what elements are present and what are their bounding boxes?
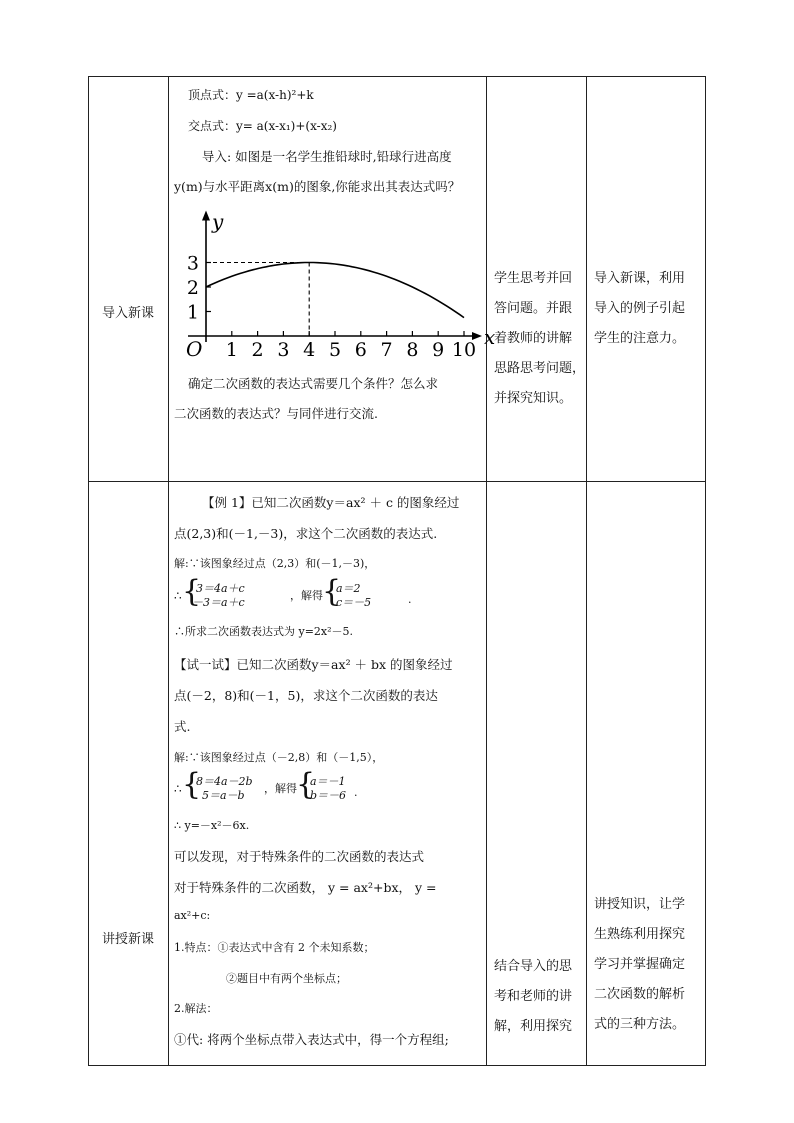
system-eq: 8＝4a－2b <box>196 775 253 788</box>
table-border-right <box>705 76 706 1066</box>
table-border-left <box>88 76 89 1066</box>
system-eq: 3＝4a＋c <box>196 582 245 595</box>
y-axis-label: y <box>212 209 224 234</box>
solve-text: ，解得 <box>264 782 297 795</box>
origin-label: O <box>186 337 203 361</box>
student-line: 解，利用探究 <box>494 1019 573 1034</box>
system-brace: { <box>182 767 202 802</box>
student-line: 考和老师的讲 <box>494 989 573 1004</box>
method-1: ①代: 将两个坐标点带入表达式中，得一个方程组; <box>174 1032 449 1047</box>
intent-line: 学生的注意力。 <box>594 331 686 346</box>
intent-line: 导入的例子引起 <box>594 301 686 316</box>
special-case-1: 对于特殊条件的二次函数， y = ax²+bx， y = <box>174 880 437 895</box>
x-tick-label: 3 <box>277 339 290 361</box>
x-tick-label: 8 <box>406 339 419 361</box>
system-result: b＝－6 <box>310 789 347 802</box>
system-brace: { <box>322 574 342 609</box>
system-eq: －3＝a＋c <box>192 596 245 609</box>
student-line: 结合导入的思 <box>494 959 573 974</box>
parabola-chart <box>186 206 496 364</box>
table-col-divider <box>168 76 169 1066</box>
x-axis-label: x <box>484 325 496 349</box>
question-text-2: 二次函数的表达式？与同伴进行交流. <box>174 406 378 421</box>
system-result: c＝－5 <box>336 596 372 609</box>
special-case-2: ax²+c: <box>174 909 211 922</box>
try-line2: 点(－2，8)和(－1，5)，求这个二次函数的表达 <box>174 688 438 703</box>
system-brace: { <box>182 574 202 609</box>
method-title: 2.解法： <box>174 1002 218 1015</box>
therefore-symbol: ∴ <box>174 589 182 603</box>
student-activity-teaching <box>494 952 586 1042</box>
example1-solution: 解:∵该图象经过点（2,3）和(－1,－3)， <box>174 557 376 570</box>
feature-2: ②题目中有两个坐标点； <box>226 972 347 985</box>
y-tick-label: 1 <box>186 301 199 324</box>
design-intent-intro <box>594 264 704 354</box>
try-answer: ∴ y=－x²－6x. <box>174 819 250 832</box>
student-line: 思路思考问题， <box>494 361 586 376</box>
student-line: 答问题。并跟 <box>494 301 573 316</box>
try-solution: 解:∵该图象经过点（－2,8）和（－1,5）， <box>174 751 384 764</box>
table-col-divider <box>486 76 487 1066</box>
intent-line: 导入新课，利用 <box>594 271 686 286</box>
x-tick-label: 7 <box>380 339 393 361</box>
y-tick-label: 3 <box>186 252 199 275</box>
example1-line2: 点(2,3)和(－1,－3)，求这个二次函数的表达式. <box>174 526 438 541</box>
x-tick-label: 9 <box>432 339 445 361</box>
student-line: 学生思考并回 <box>494 271 573 286</box>
design-intent-teaching <box>594 890 704 1040</box>
intro-text-2: y(m)与水平距离x(m)的图象,你能求出其表达式吗？ <box>174 179 461 194</box>
student-line: 并探究知识。 <box>494 391 573 406</box>
x-tick-label: 1 <box>225 339 238 361</box>
try-title: 【试一试】已知二次函数y＝ax² ＋ bx 的图象经过 <box>174 657 453 672</box>
solve-text: ，解得 <box>290 589 323 602</box>
vertex-form: 顶点式：y =a(x-h)²+k <box>188 88 314 102</box>
question-text-1: 确定二次函数的表达式需要几个条件？怎么求 <box>188 376 439 391</box>
x-tick-label: 2 <box>251 339 264 361</box>
system-result: a＝－1 <box>310 775 346 788</box>
row-label-intro: 导入新课 <box>101 306 154 321</box>
intent-line: 二次函数的解析 <box>594 987 686 1002</box>
student-activity-intro <box>494 264 586 414</box>
intent-line: 式的三种方法。 <box>594 1017 686 1032</box>
y-axis-arrow <box>202 211 210 221</box>
teaching-content <box>172 481 486 1065</box>
row-label-teaching: 讲授新课 <box>101 932 154 947</box>
intro-text-1: 导入: 如图是一名学生推铅球时,铅球行进高度 <box>202 149 452 164</box>
student-line: 着教师的讲解 <box>494 331 573 346</box>
parabola-curve <box>206 263 464 318</box>
x-tick-label: 5 <box>328 339 342 361</box>
y-tick-label: 2 <box>186 277 199 299</box>
observe-text: 可以发现，对于特殊条件的二次函数的表达式 <box>174 849 425 864</box>
system-result: a＝2 <box>336 582 361 595</box>
intent-line: 学习并掌握确定 <box>594 957 686 972</box>
period: . <box>408 593 412 606</box>
intro-content <box>172 76 496 481</box>
system-eq: 5＝a－b <box>202 789 245 802</box>
example1-answer: ∴所求二次函数表达式为 y=2x²－5. <box>174 625 354 638</box>
therefore-symbol: ∴ <box>174 782 182 796</box>
x-tick-label: 6 <box>354 339 367 361</box>
system-brace: { <box>296 767 316 802</box>
x-tick-label: 10 <box>451 339 477 361</box>
intent-line: 讲授知识，让学 <box>594 897 686 912</box>
feature-1: 1.特点：①表达式中含有 2 个未知系数； <box>174 941 375 954</box>
lesson-table <box>88 76 706 1066</box>
table-border-bottom <box>88 1065 706 1066</box>
intercept-form: 交点式：y= a(x-x₁)+(x-x₂) <box>188 119 337 133</box>
try-line3: 式. <box>174 719 191 734</box>
x-tick-label: 4 <box>303 339 316 361</box>
intent-line: 生熟练利用探究 <box>594 927 686 942</box>
period: . <box>354 786 358 799</box>
table-col-divider <box>586 76 587 1066</box>
example1-title: 【例 1】已知二次函数y＝ax² ＋ c 的图象经过 <box>202 495 460 510</box>
